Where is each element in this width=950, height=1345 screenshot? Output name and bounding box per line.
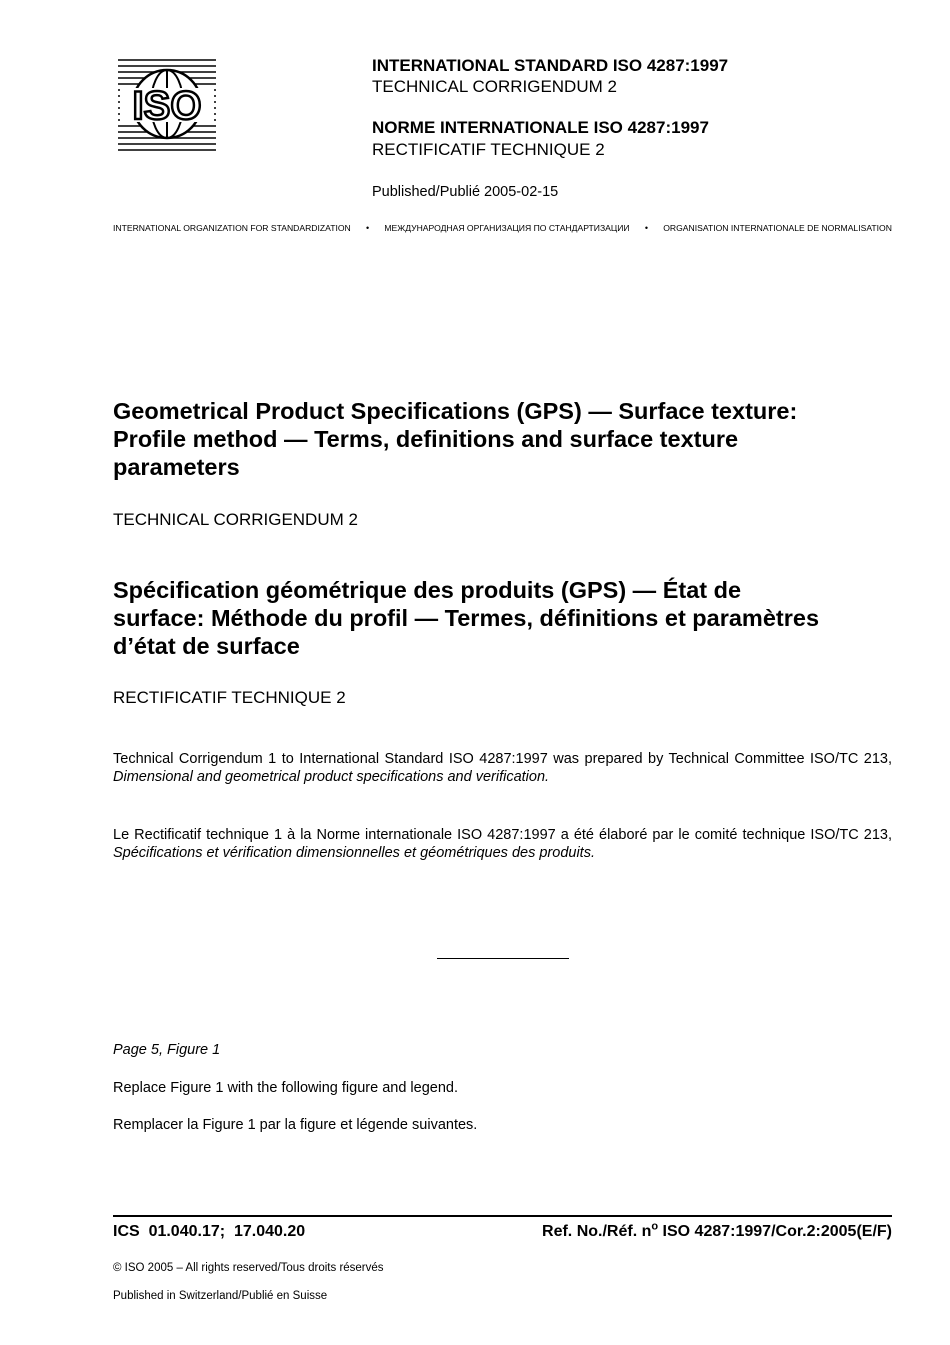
ref-suffix: ISO 4287:1997/Cor.2:2005(E/F) (658, 1223, 892, 1240)
published-in: Published in Switzerland/Publié en Suisse (113, 1290, 328, 1302)
organisation-line (113, 222, 892, 234)
footer-rule (113, 1215, 892, 1217)
ref-superscript: o (651, 1220, 659, 1233)
copyright-notice: © ISO 2005 – All rights reserved/Tous droits réservés (113, 1262, 384, 1274)
title-en-line: Profile method — Terms, definitions and surface texture (113, 426, 739, 452)
title-fr-line: Spécification géométrique des produits (GPS) — État de (113, 577, 742, 603)
preparation-note-en-text: Technical Corrigendum 1 to International Standard ISO 4287:1997 was prepared by Technical Committee ISO/TC 213, (113, 751, 892, 767)
org-separator: • (644, 223, 648, 233)
standard-title-en: INTERNATIONAL STANDARD ISO 4287:1997 (372, 56, 729, 75)
document-subtitle-fr: RECTIFICATIF TECHNIQUE 2 (113, 688, 346, 707)
preparation-note-fr-text: Le Rectificatif technique 1 à la Norme internationale ISO 4287:1997 a été élaboré par le comité technique ISO/TC 213, (113, 827, 892, 843)
iso-logo (118, 58, 216, 152)
standard-title-fr: NORME INTERNATIONALE ISO 4287:1997 (372, 118, 709, 137)
document-title-en (113, 397, 893, 481)
corrigendum-label-fr: RECTIFICATIF TECHNIQUE 2 (372, 140, 605, 159)
title-fr-line: surface: Méthode du profil — Termes, définitions et paramètres (113, 605, 820, 631)
org-name-ru: МЕЖДУНАРОДНАЯ ОРГАНИЗАЦИЯ ПО СТАНДАРТИЗАЦИИ (384, 223, 630, 233)
org-name-en: INTERNATIONAL ORGANIZATION FOR STANDARDIZATION (113, 223, 351, 233)
reference-number (542, 1222, 892, 1242)
committee-name-en: Dimensional and geometrical product specifications and verification. (113, 769, 550, 785)
committee-name-fr: Spécifications et vérification dimensionnelles et géométriques des produits. (113, 845, 595, 861)
change-location: Page 5, Figure 1 (113, 1042, 221, 1058)
iso-logo-graphic (118, 58, 216, 152)
iso-logo-text: ISO (132, 84, 202, 128)
preparation-note-en (113, 750, 892, 786)
ref-prefix: Ref. No./Réf. n (542, 1223, 652, 1240)
corrigendum-label-en: TECHNICAL CORRIGENDUM 2 (372, 77, 617, 96)
separator-rule (437, 958, 569, 959)
org-separator: • (366, 223, 370, 233)
org-name-fr: ORGANISATION INTERNATIONALE DE NORMALISATION (663, 223, 892, 233)
preparation-note-fr (113, 826, 892, 862)
document-title-fr (113, 576, 903, 660)
document-subtitle-en: TECHNICAL CORRIGENDUM 2 (113, 510, 358, 529)
title-en-line: parameters (113, 454, 240, 480)
title-fr-line: d’état de surface (113, 633, 300, 659)
publication-date: Published/Publié 2005-02-15 (372, 184, 559, 200)
ics-codes: ICS 01.040.17; 17.040.20 (113, 1223, 306, 1240)
instruction-fr: Remplacer la Figure 1 par la figure et légende suivantes. (113, 1117, 478, 1133)
instruction-en: Replace Figure 1 with the following figure and legend. (113, 1080, 458, 1096)
title-en-line: Geometrical Product Specifications (GPS) — Surface texture: (113, 398, 798, 424)
